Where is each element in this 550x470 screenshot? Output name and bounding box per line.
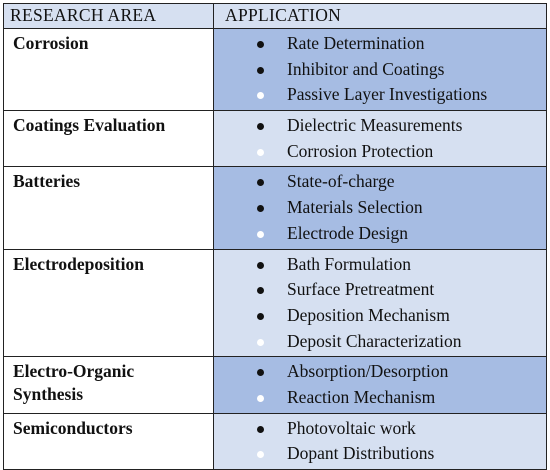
application-text: Absorption/Desorption bbox=[287, 361, 449, 382]
table-row bbox=[4, 111, 547, 167]
application-list bbox=[214, 169, 546, 246]
bullet-icon bbox=[257, 339, 264, 346]
list-item bbox=[214, 169, 546, 195]
header-research-area: RESEARCH AREA bbox=[4, 4, 214, 29]
application-text: Rate Determination bbox=[287, 33, 425, 53]
bullet-icon bbox=[257, 205, 264, 212]
list-item bbox=[214, 359, 546, 385]
table-body bbox=[4, 29, 547, 470]
list-item bbox=[214, 329, 546, 355]
research-area-line: Electro-Organic bbox=[13, 361, 135, 382]
application-list bbox=[214, 359, 546, 410]
list-item bbox=[214, 252, 546, 278]
research-area-cell: Corrosion bbox=[4, 29, 214, 111]
table-row bbox=[4, 413, 547, 469]
table-row bbox=[4, 29, 547, 111]
application-text: Materials Selection bbox=[287, 197, 423, 218]
research-area-cell: Batteries bbox=[4, 167, 214, 249]
bullet-icon bbox=[257, 426, 264, 433]
list-item bbox=[214, 113, 546, 139]
application-cell bbox=[214, 167, 547, 249]
bullet-icon bbox=[257, 67, 264, 74]
application-text: Passive Layer Investigations bbox=[287, 84, 488, 105]
research-area-cell: Coatings Evaluation bbox=[4, 111, 214, 167]
list-item bbox=[214, 31, 546, 57]
bullet-icon bbox=[257, 313, 264, 320]
research-area-cell: Semiconductors bbox=[4, 413, 214, 469]
application-list bbox=[214, 31, 546, 108]
research-applications-table bbox=[3, 3, 547, 470]
header-row bbox=[4, 4, 547, 29]
application-text: Surface Pretreatment bbox=[287, 279, 435, 300]
application-text: Inhibitor and Coatings bbox=[287, 58, 445, 79]
application-text: Deposit Characterization bbox=[287, 330, 462, 351]
bullet-icon bbox=[257, 123, 264, 130]
list-item bbox=[214, 385, 546, 411]
bullet-icon bbox=[257, 395, 264, 402]
application-text: Corrosion Protection bbox=[287, 140, 434, 161]
list-item bbox=[214, 303, 546, 329]
application-text: Bath Formulation bbox=[287, 253, 411, 274]
application-text: Dopant Distributions bbox=[287, 443, 435, 464]
list-item bbox=[214, 416, 546, 442]
application-text: Dielectric Measurements bbox=[287, 115, 463, 136]
bullet-icon bbox=[257, 92, 264, 99]
application-cell bbox=[214, 29, 547, 111]
table-row bbox=[4, 167, 547, 249]
bullet-icon bbox=[257, 451, 264, 458]
research-area-cell bbox=[4, 357, 214, 413]
list-item bbox=[214, 221, 546, 247]
bullet-icon bbox=[257, 262, 264, 269]
list-item bbox=[214, 195, 546, 221]
application-cell bbox=[214, 357, 547, 413]
application-cell bbox=[214, 249, 547, 357]
application-cell bbox=[214, 413, 547, 469]
list-item bbox=[214, 82, 546, 108]
bullet-icon bbox=[257, 287, 264, 294]
application-text: Electrode Design bbox=[287, 222, 408, 243]
application-list bbox=[214, 113, 546, 164]
application-list bbox=[214, 416, 546, 467]
header-application: APPLICATION bbox=[214, 4, 547, 29]
application-cell bbox=[214, 111, 547, 167]
list-item bbox=[214, 441, 546, 467]
application-list bbox=[214, 252, 546, 355]
research-area-cell: Electrodeposition bbox=[4, 249, 214, 357]
application-text: Photovoltaic work bbox=[287, 417, 416, 438]
application-text: Reaction Mechanism bbox=[287, 386, 436, 407]
list-item bbox=[214, 57, 546, 83]
list-item bbox=[214, 277, 546, 303]
application-text: Deposition Mechanism bbox=[287, 304, 450, 325]
bullet-icon bbox=[257, 369, 264, 376]
research-area-line: Synthesis bbox=[13, 384, 84, 405]
bullet-icon bbox=[257, 179, 264, 186]
bullet-icon bbox=[257, 41, 264, 48]
table-row bbox=[4, 357, 547, 413]
bullet-icon bbox=[257, 149, 264, 156]
table-row bbox=[4, 249, 547, 357]
application-text: State-of-charge bbox=[287, 171, 395, 192]
bullet-icon bbox=[257, 231, 264, 238]
list-item bbox=[214, 139, 546, 165]
